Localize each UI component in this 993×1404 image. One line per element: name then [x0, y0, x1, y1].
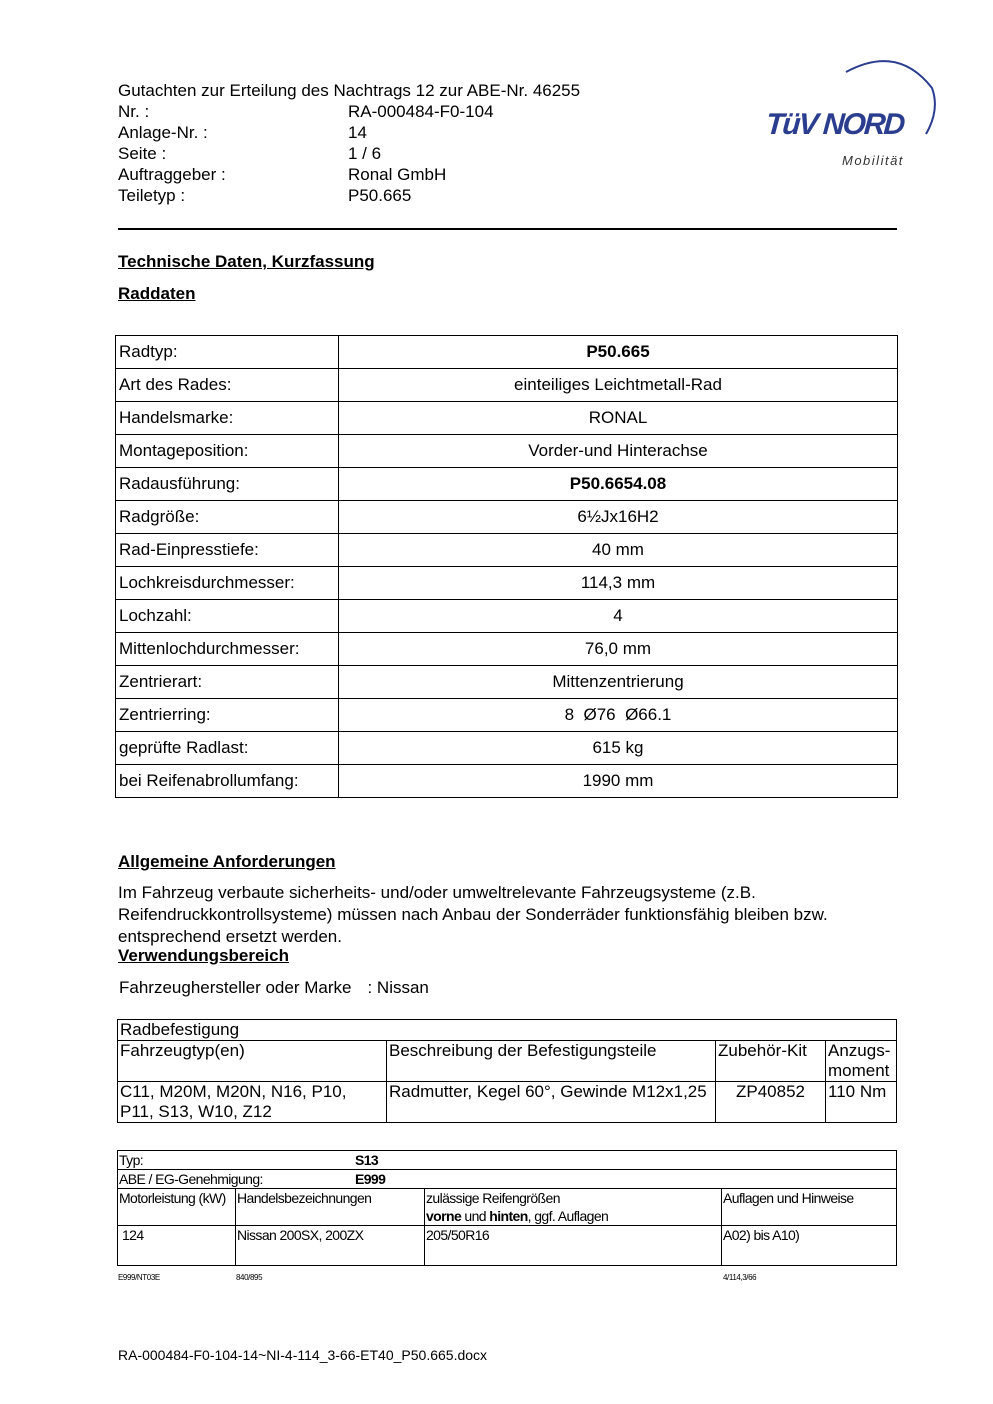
table-row: Montageposition: Vorder-und Hinterachse [116, 435, 898, 468]
document-title: Gutachten zur Erteilung des Nachtrags 12 zur ABE-Nr. 46255 [118, 81, 581, 100]
table-row: Mittenlochdurchmesser: 76,0 mm [116, 633, 898, 666]
wheel-data-table [115, 335, 898, 798]
table-row: Lochkreisdurchmesser: 114,3 mm [116, 567, 898, 600]
type-footnote-3: 4/114,3/66 [723, 1273, 757, 1282]
table-row: 124 Nissan 200SX, 200ZX 205/50R16 A02) bis A10) [118, 1226, 897, 1266]
section-heading-verwendung: Verwendungsbereich [118, 946, 289, 965]
table-row: Handelsmarke: RONAL [116, 402, 898, 435]
table-row: Radbefestigung [118, 1020, 897, 1041]
requirements-text: Im Fahrzeug verbaute sicherheits- und/oder umweltrelevante Fahrzeugsysteme (z.B. Reifendruckkontrollsysteme) müssen nach Anbau der Sonderräder funktionsfähig bleiben bzw. entsprechend ersetzt werden. [118, 883, 828, 946]
table-row: Radausführung: P50.6654.08 [116, 468, 898, 501]
table-row: Motorleistung (kW) Handelsbezeichnungen zulässige Reifengrößen vorne und hinten, ggf. Auflagen Auflagen und Hinweise [118, 1189, 897, 1226]
file-name-footer: RA-000484-F0-104-14~NI-4-114_3-66-ET40_P50.665.docx [118, 1347, 488, 1363]
table-row: Zentrierring: 8 Ø76 Ø66.1 [116, 699, 898, 732]
table-row: C11, M20M, M20N, N16, P10, P11, S13, W10, Z12 Radmutter, Kegel 60°, Gewinde M12x1,25 ZP40852 110 Nm [118, 1082, 897, 1123]
header-row-seite: Seite : 1 / 6 [118, 144, 382, 163]
vehicle-type-table [117, 1150, 897, 1266]
header-divider [118, 228, 897, 230]
section-heading-allgemein: Allgemeine Anforderungen [118, 852, 336, 871]
table-row: Fahrzeugtyp(en) Beschreibung der Befestigungsteile Zubehör-Kit Anzugs-moment [118, 1041, 897, 1082]
table-row: Lochzahl: 4 [116, 600, 898, 633]
table-row: Art des Rades: einteiliges Leichtmetall-Rad [116, 369, 898, 402]
header-row-auftraggeber: Auftraggeber : Ronal GmbH [118, 165, 447, 184]
logo-subtitle: Mobilität [842, 153, 904, 168]
header-row-nr: Nr. : RA-000484-F0-104 [118, 102, 494, 121]
table-row: Zentrierart: Mittenzentrierung [116, 666, 898, 699]
table-row: Typ: S13 [118, 1151, 897, 1170]
table-row: geprüfte Radlast: 615 kg [116, 732, 898, 765]
type-footnote-1: E999/NT03E [118, 1273, 160, 1282]
table-row: Rad-Einpresstiefe: 40 mm [116, 534, 898, 567]
section-heading-raddaten: Raddaten [118, 284, 196, 303]
tuv-nord-logo: TüV NORD [764, 108, 905, 141]
section-heading-tech: Technische Daten, Kurzfassung [118, 252, 375, 271]
type-footnote-2: 840/895 [236, 1273, 263, 1282]
vehicle-maker: Fahrzeughersteller oder Marke : Nissan [119, 978, 429, 997]
fastening-table [117, 1019, 897, 1123]
table-row: bei Reifenabrollumfang: 1990 mm [116, 765, 898, 798]
header-row-anlage: Anlage-Nr. : 14 [118, 123, 367, 142]
table-row: Radtyp: P50.665 [116, 336, 898, 369]
table-row: Radgröße: 6½Jx16H2 [116, 501, 898, 534]
table-row: ABE / EG-Genehmigung: E999 [118, 1170, 897, 1189]
header-row-teiletyp: Teiletyp : P50.665 [118, 186, 412, 205]
